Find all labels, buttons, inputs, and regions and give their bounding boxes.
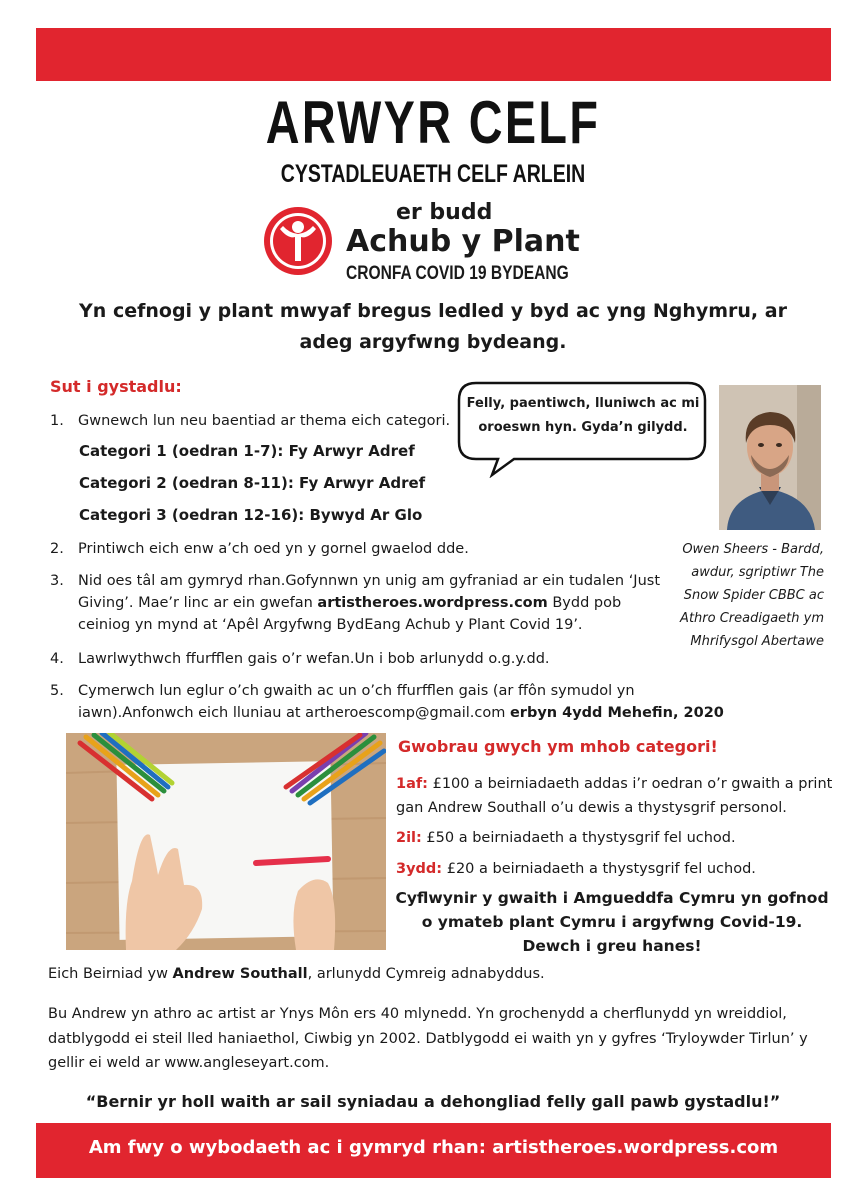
step-5 xyxy=(50,680,740,724)
step-text: Nid oes tâl am gymryd rhan.Gofynnwn yn unig am gyfraniad ar ein tudalen ‘Just Giving’. Mae’r linc ar ein gwefan xyxy=(78,573,661,611)
intro-statement: Yn cefnogi y plant mwyaf bregus ledled y byd ac yng Nghymru, ar adeg argyfwng bydeang. xyxy=(79,300,787,353)
judge-prefix: Eich Beirniad yw xyxy=(48,966,173,982)
charity-name: Achub y Plant xyxy=(346,224,580,259)
prize-text: £50 a beirniadaeth a thystysgrif fel uchod. xyxy=(421,830,736,846)
step-text: Gwnewch lun neu baentiad ar thema eich categori. xyxy=(78,413,451,429)
poster-subtitle: CYSTADLEUAETH CELF ARLEIN xyxy=(280,160,586,188)
portrait-photo xyxy=(719,385,821,530)
category-1: Categori 1 (oedran 1-7): Fy Arwyr Adref xyxy=(79,442,415,460)
category-2: Categori 2 (oedran 8-11): Fy Arwyr Adref xyxy=(79,474,426,492)
child-drawing-photo xyxy=(66,733,386,950)
prize-first xyxy=(396,772,836,820)
step-text: Printiwch eich enw a’ch oed yn y gornel gwaelod dde. xyxy=(78,541,469,557)
fund-name: CRONFA COVID 19 BYDEANG xyxy=(346,263,569,284)
portrait-caption: Owen Sheers - Bardd, awdur, sgriptiwr The Snow Spider CBBC ac Athro Creadigaeth ym Mhrifysgol Abertawe xyxy=(680,542,824,649)
judge-suffix: , arlunydd Cymreig adnabyddus. xyxy=(307,966,545,982)
prize-label: 2il: xyxy=(396,830,422,846)
step-2 xyxy=(50,538,650,560)
step-1 xyxy=(50,410,470,432)
judge-name: Andrew Southall xyxy=(172,966,308,982)
website-link[interactable]: artistheroes.wordpress.com xyxy=(317,595,548,611)
category-3: Categori 3 (oedran 12-16): Bywyd Ar Glo xyxy=(79,506,423,524)
charity-logo xyxy=(262,205,334,277)
step-number: 1. xyxy=(50,413,64,429)
step-text-cont: Bydd pob ceiniog yn mynd at ‘Apêl Argyfwng BydEang Achub y Plant Covid 19’. xyxy=(78,595,622,633)
top-red-banner xyxy=(36,28,831,81)
step-4 xyxy=(50,648,650,670)
museum-note: Cyflwynir y gwaith i Amgueddfa Cymru yn gofnod o ymateb plant Cymru i argyfwng Covid-19. Dewch i greu hanes! xyxy=(395,889,829,955)
step-number: 3. xyxy=(50,573,64,589)
step-3 xyxy=(50,570,660,636)
footer-text[interactable]: Am fwy o wybodaeth ac i gymryd rhan: artistheroes.wordpress.com xyxy=(88,1137,779,1158)
speech-bubble-text: Felly, paentiwch, lluniwch ac mi oroeswn hyn. Gyda’n gilydd. xyxy=(466,396,700,435)
judge-bio: Bu Andrew yn athro ac artist ar Ynys Môn ers 40 mlynedd. Yn grochenydd a cherflunydd yn wreiddiol, datblygodd ei steil lled haniaethol, Ciwbig yn 2002. Datblygodd ei waith yn y gyfres ‘Tryloywder Tirlun’ y gellir ei weld ar www.angleseyart.com. xyxy=(48,1006,808,1071)
prize-label: 1af: xyxy=(396,776,428,792)
step-number: 5. xyxy=(50,683,64,699)
step-number: 4. xyxy=(50,651,64,667)
prize-second xyxy=(396,826,836,850)
closing-quote: “Bernir yr holl waith ar sail syniadau a dehongliad felly gall pawb gystadlu!” xyxy=(85,1092,781,1111)
step-number: 2. xyxy=(50,541,64,557)
prize-third xyxy=(396,857,836,881)
prize-label: 3ydd: xyxy=(396,861,443,877)
prize-text: £100 a beirniadaeth addas i’r oedran o’r gwaith a print gan Andrew Southall o’u dewis a thystysgrif personol. xyxy=(396,776,833,816)
prizes-heading: Gwobrau gwych ym mhob categori! xyxy=(398,737,718,756)
deadline: erbyn 4ydd Mehefin, 2020 xyxy=(509,705,724,721)
prize-text: £20 a beirniadaeth a thystysgrif fel uchod. xyxy=(442,861,756,877)
poster-title: ARWYR CELF xyxy=(265,89,601,156)
judge-line xyxy=(48,966,545,982)
how-to-enter-heading: Sut i gystadlu: xyxy=(50,377,182,396)
step-text: Cymerwch lun eglur o’ch gwaith ac un o’ch ffurfflen gais (ar ffôn symudol yn iawn).Anfonwch eich lluniau at artheroescomp@gmail.com xyxy=(78,683,635,721)
step-text: Lawrlwythwch ffurfflen gais o’r wefan.Un i bob arlunydd o.g.y.dd. xyxy=(78,651,550,667)
in-aid-of-label: er budd xyxy=(396,200,493,225)
